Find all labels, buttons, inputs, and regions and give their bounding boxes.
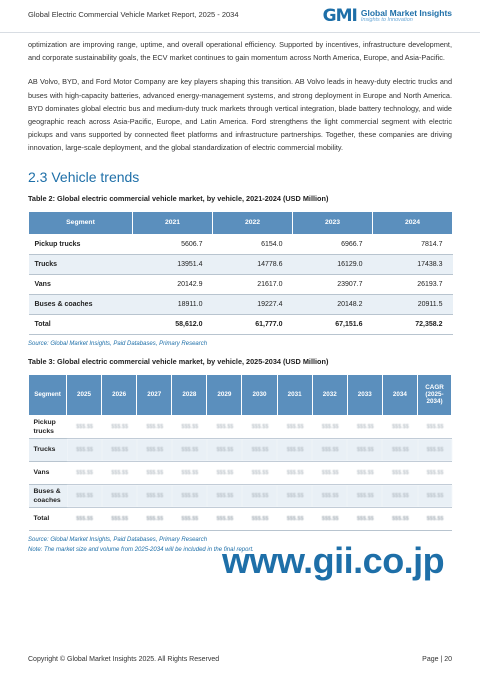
masked-value-cell: $$$.$$ xyxy=(242,484,277,507)
masked-value-cell: $$$.$$ xyxy=(172,461,207,484)
table-row xyxy=(29,415,452,438)
table2-header-row xyxy=(29,211,453,234)
masked-value-cell: $$$.$$ xyxy=(67,415,102,438)
masked-value-cell: $$$.$$ xyxy=(137,438,172,461)
masked-value-cell: $$$.$$ xyxy=(347,461,382,484)
column-header: 2029 xyxy=(207,374,242,415)
report-title: Global Electric Commercial Vehicle Market Report, 2025 - 2034 xyxy=(28,10,239,19)
masked-value-cell: $$$.$$ xyxy=(207,461,242,484)
masked-value-cell: $$$.$$ xyxy=(172,484,207,507)
page-number: Page | 20 xyxy=(422,656,452,663)
column-header: 2031 xyxy=(277,374,312,415)
masked-value-cell: $$$.$$ xyxy=(312,438,347,461)
value-cell: 5606.7 xyxy=(133,234,213,254)
column-header: Segment xyxy=(29,211,133,234)
table3-body xyxy=(29,415,452,530)
column-header: 2034 xyxy=(382,374,417,415)
masked-value-cell: $$$.$$ xyxy=(207,415,242,438)
value-cell: 58,612.0 xyxy=(133,314,213,334)
column-header: Segment xyxy=(29,374,67,415)
segment-cell: Trucks xyxy=(29,438,67,461)
masked-value-cell: $$$.$$ xyxy=(137,484,172,507)
column-header: 2030 xyxy=(242,374,277,415)
table3-note: Note: The market size and volume from 2025-2034 will be included in the final report. xyxy=(28,546,254,553)
masked-value-cell: $$$.$$ xyxy=(102,438,137,461)
masked-value-cell: $$$.$$ xyxy=(172,415,207,438)
value-cell: 14778.6 xyxy=(213,254,293,274)
segment-cell: Trucks xyxy=(29,254,133,274)
value-cell: 16129.0 xyxy=(293,254,373,274)
table-row xyxy=(29,484,452,507)
total-row xyxy=(29,314,453,334)
masked-value-cell: $$$.$$ xyxy=(207,507,242,530)
masked-value-cell: $$$.$$ xyxy=(382,438,417,461)
masked-value-cell: $$$.$$ xyxy=(172,507,207,530)
column-header: 2021 xyxy=(133,211,213,234)
masked-value-cell: $$$.$$ xyxy=(102,461,137,484)
masked-value-cell: $$$.$$ xyxy=(418,461,452,484)
gmi-logo xyxy=(323,4,452,28)
column-header: 2027 xyxy=(137,374,172,415)
masked-value-cell: $$$.$$ xyxy=(242,438,277,461)
masked-value-cell: $$$.$$ xyxy=(347,415,382,438)
value-cell: 61,777.0 xyxy=(213,314,293,334)
logo-mark: GMI xyxy=(322,6,357,26)
column-header: 2026 xyxy=(102,374,137,415)
value-cell: 23907.7 xyxy=(293,274,373,294)
value-cell: 6966.7 xyxy=(293,234,373,254)
table3-source: Source: Global Market Insights, Paid Databases, Primary Research xyxy=(28,536,208,543)
value-cell: 20911.5 xyxy=(373,294,453,314)
masked-value-cell: $$$.$$ xyxy=(418,484,452,507)
masked-value-cell: $$$.$$ xyxy=(242,415,277,438)
masked-value-cell: $$$.$$ xyxy=(418,507,452,530)
value-cell: 7814.7 xyxy=(373,234,453,254)
masked-value-cell: $$$.$$ xyxy=(418,438,452,461)
table-row xyxy=(29,461,452,484)
masked-value-cell: $$$.$$ xyxy=(207,438,242,461)
masked-value-cell: $$$.$$ xyxy=(418,415,452,438)
value-cell: 20148.2 xyxy=(293,294,373,314)
copyright-text: Copyright © Global Market Insights 2025. All Rights Reserved xyxy=(28,656,220,663)
masked-value-cell: $$$.$$ xyxy=(312,484,347,507)
segment-cell: Vans xyxy=(29,274,133,294)
logo-text xyxy=(361,9,452,24)
masked-value-cell: $$$.$$ xyxy=(102,415,137,438)
segment-cell: Vans xyxy=(29,461,67,484)
column-header: CAGR (2025-2034) xyxy=(418,374,452,415)
masked-value-cell: $$$.$$ xyxy=(277,438,312,461)
paragraph: optimization are improving range, uptime, and overall operational efficiency. Supported by incentives, infrastructure development, and corporate sustainability goals, the ECV market continues to gain momentum across North America, Europe, and Asia-Pacific. xyxy=(28,40,452,63)
value-cell: 67,151.6 xyxy=(293,314,373,334)
masked-value-cell: $$$.$$ xyxy=(242,507,277,530)
value-cell: 13951.4 xyxy=(133,254,213,274)
column-header: 2033 xyxy=(347,374,382,415)
masked-value-cell: $$$.$$ xyxy=(102,484,137,507)
value-cell: 21617.0 xyxy=(213,274,293,294)
watermark: www.gii.co.jp xyxy=(222,540,445,581)
masked-value-cell: $$$.$$ xyxy=(67,484,102,507)
masked-value-cell: $$$.$$ xyxy=(137,415,172,438)
masked-value-cell: $$$.$$ xyxy=(67,507,102,530)
column-header: 2025 xyxy=(67,374,102,415)
masked-value-cell: $$$.$$ xyxy=(67,461,102,484)
masked-value-cell: $$$.$$ xyxy=(347,438,382,461)
table3-header-row xyxy=(29,374,452,415)
value-cell: 6154.0 xyxy=(213,234,293,254)
column-header: 2022 xyxy=(213,211,293,234)
value-cell: 19227.4 xyxy=(213,294,293,314)
column-header: 2028 xyxy=(172,374,207,415)
masked-value-cell: $$$.$$ xyxy=(67,438,102,461)
segment-cell: Total xyxy=(29,314,133,334)
masked-value-cell: $$$.$$ xyxy=(382,461,417,484)
segment-cell: Buses & coaches xyxy=(29,484,67,507)
masked-value-cell: $$$.$$ xyxy=(207,484,242,507)
masked-value-cell: $$$.$$ xyxy=(347,507,382,530)
value-cell: 26193.7 xyxy=(373,274,453,294)
value-cell: 72,358.2 xyxy=(373,314,453,334)
masked-value-cell: $$$.$$ xyxy=(312,415,347,438)
logo-tagline: Insights to Innovation xyxy=(360,17,413,23)
table2-source: Source: Global Market Insights, Paid Databases, Primary Research xyxy=(28,340,208,347)
masked-value-cell: $$$.$$ xyxy=(382,415,417,438)
table-row xyxy=(29,274,453,294)
masked-value-cell: $$$.$$ xyxy=(382,507,417,530)
column-header: 2024 xyxy=(373,211,453,234)
page-content xyxy=(28,38,452,553)
page-footer xyxy=(28,656,452,663)
masked-value-cell: $$$.$$ xyxy=(102,507,137,530)
segment-cell: Buses & coaches xyxy=(29,294,133,314)
paragraph: AB Volvo, BYD, and Ford Motor Company are key players shaping this transition. AB Volvo leads in heavy-duty electric trucks and buses with high-capacity batteries, advanced energy-management systems, and strong deployment in Europe and North America. BYD dominates global electric bus and medium-duty truck markets through vertical integration, blade battery technology, and wide geographic reach across Asia-Pacific, Europe, and Latin America. Ford strengthens the light commercial segment with electric pickups and vans supported by connected fleet platforms and infrastructure partnerships. Together, these companies are driving innovation, large-scale deployment, and the global standardization of electric commercial mobility. xyxy=(28,77,452,153)
masked-value-cell: $$$.$$ xyxy=(312,507,347,530)
masked-value-cell: $$$.$$ xyxy=(242,461,277,484)
table-row xyxy=(29,294,453,314)
masked-value-cell: $$$.$$ xyxy=(277,484,312,507)
masked-value-cell: $$$.$$ xyxy=(137,461,172,484)
table3 xyxy=(28,374,452,531)
total-row xyxy=(29,507,452,530)
segment-cell: Pickup trucks xyxy=(29,415,67,438)
value-cell: 20142.9 xyxy=(133,274,213,294)
section-heading: 2.3 Vehicle trends xyxy=(28,168,140,185)
logo-name: Global Market Insights xyxy=(360,7,452,18)
table-row xyxy=(29,438,452,461)
column-header: 2032 xyxy=(312,374,347,415)
masked-value-cell: $$$.$$ xyxy=(382,484,417,507)
masked-value-cell: $$$.$$ xyxy=(172,438,207,461)
segment-cell: Pickup trucks xyxy=(29,234,133,254)
table3-caption: Table 3: Global electric commercial vehicle market, by vehicle, 2025-2034 (USD Million) xyxy=(28,356,329,366)
masked-value-cell: $$$.$$ xyxy=(312,461,347,484)
value-cell: 18911.0 xyxy=(133,294,213,314)
table2 xyxy=(28,211,453,335)
table-row xyxy=(29,254,453,274)
masked-value-cell: $$$.$$ xyxy=(347,484,382,507)
masked-value-cell: $$$.$$ xyxy=(277,415,312,438)
page-header xyxy=(0,0,480,33)
masked-value-cell: $$$.$$ xyxy=(137,507,172,530)
table-row xyxy=(29,234,453,254)
masked-value-cell: $$$.$$ xyxy=(277,461,312,484)
masked-value-cell: $$$.$$ xyxy=(277,507,312,530)
value-cell: 17438.3 xyxy=(373,254,453,274)
column-header: 2023 xyxy=(293,211,373,234)
table2-caption: Table 2: Global electric commercial vehicle market, by vehicle, 2021-2024 (USD Million) xyxy=(28,193,329,203)
segment-cell: Total xyxy=(29,507,67,530)
